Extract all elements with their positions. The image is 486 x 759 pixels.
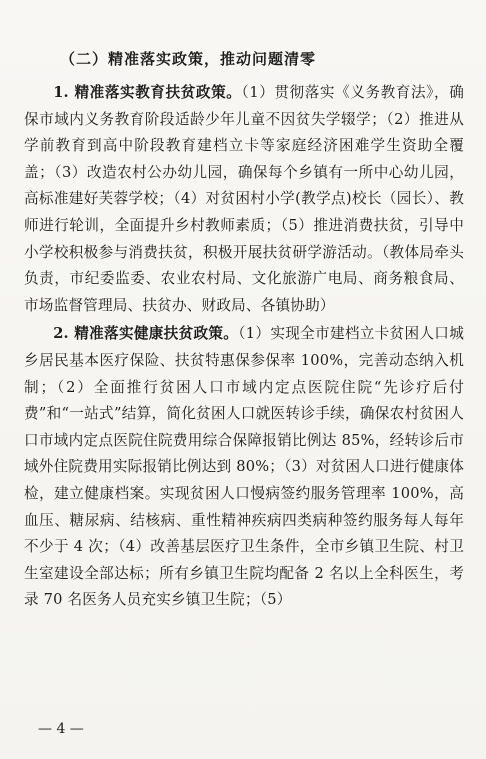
policy-paragraph-education [24,80,464,319]
paragraph-lead-health: 2. 精准落实健康扶贫政策。 [53,325,239,343]
policy-paragraph-health [24,321,464,614]
paragraph-body-education: （1）贯彻落实《义务教育法》，确保市域内义务教育阶段适龄少年儿童不因贫失学辍学；（2）推进从学前教育到高中阶段教育建档立卡等家庭经济困难学生资助全覆盖；（3）改造农村公办幼儿园，确保每个乡镇有一所中心幼儿园，高标准建好芙蓉学校；（4）对贫困村小学(教学点)校长（园长）、教师进行轮训，全面提升乡村教师素质；（5）推进消费扶贫，引导中小学校积极参与消费扶贫，积极开展扶贫研学游活动。（教体局牵头负责，市纪委监委、农业农村局、文化旅游广电局、商务粮食局、市场监督管理局、扶贫办、财政局、各镇协助） [24,84,465,314]
document-body [24,80,464,614]
paragraph-lead-education: 1. 精准落实教育扶贫政策。 [53,84,242,101]
section-title: （二）精准落实政策，推动问题清零 [60,50,317,68]
page-number: — 4 — [38,721,84,737]
paragraph-body-health: （1）实现全市建档立卡贫困人口城乡居民基本医疗保险、扶贫特惠保参保率 100%，完善动态纳入机制；（2）全面推行贫困人口市域内定点医院住院“先诊疗后付费”和“一站式”结算，简化贫困人口就医转诊手续，确保农村贫困人口市域内定点医院住院费用综合保障报销比例达 85%，经转诊后市域外住院费用实际报销比例达到 80%；（3）对贫困人口进行健康体检，建立健康档案。实现贫困人口慢病签约服务管理率 100%，高血压、糖尿病、结核病、重性精神疾病四类病种签约服务每人每年不少于 4 次；（4）改善基层医疗卫生条件，全市乡镇卫生院、村卫生室建设全部达标；所有乡镇卫生院均配备 2 名以上全科医生，考录 70 名医务人员充实乡镇卫生院；（5） [24,325,464,609]
